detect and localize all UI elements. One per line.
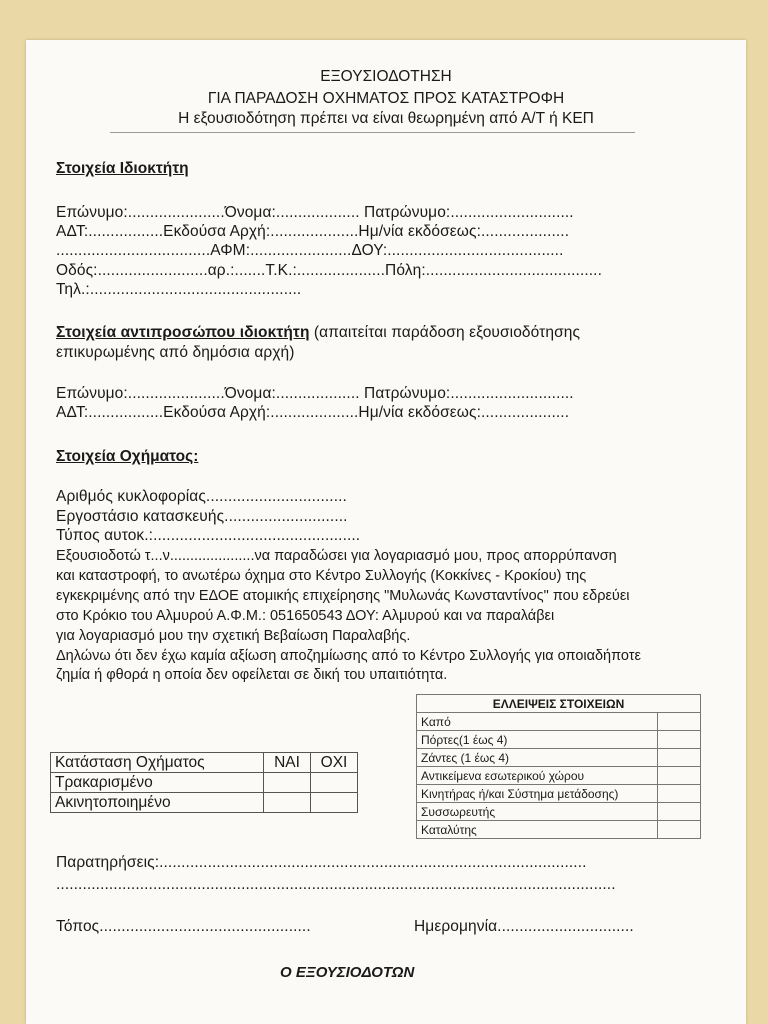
owner-heading: Στοιχεία Ιδιοκτήτη: [56, 160, 189, 177]
representative-note: (απαιτείται παράδοση εξουσιοδότησης: [309, 324, 581, 341]
missing-item-check[interactable]: [658, 821, 701, 839]
state-no-cell[interactable]: [311, 773, 358, 793]
signature-label: Ο ΕΞΟΥΣΙΟΔΟΤΩΝ: [280, 964, 415, 981]
date-field[interactable]: Ημερομηνία...............................: [414, 918, 634, 935]
place-field[interactable]: Τόπος................................................: [56, 918, 311, 935]
title-underline: [110, 132, 635, 133]
vehicle-heading: Στοιχεία Οχήματος:: [56, 448, 199, 465]
authorization-text-1: Εξουσιοδοτώ τ...ν.....................να παραδώσει για λογαριασμό μου, προς απορρύπανση: [56, 548, 617, 564]
missing-item-label: Καταλύτης: [417, 821, 658, 839]
state-header-no: ΟΧΙ: [311, 753, 358, 773]
state-header-label: Κατάσταση Οχήματος: [51, 753, 264, 773]
state-yes-cell[interactable]: [264, 773, 311, 793]
missing-item-check[interactable]: [658, 803, 701, 821]
form-subtitle: ΓΙΑ ΠΑΡΑΔΟΣΗ ΟΧΗΜΑΤΟΣ ΠΡΟΣ ΚΑΤΑΣΤΡΟΦΗ: [207, 90, 565, 107]
missing-row: [417, 767, 701, 785]
state-row: [51, 773, 358, 793]
missing-item-label: Κινητήρας ή/και Σύστημα μετάδοσης): [417, 785, 658, 803]
missing-item-check[interactable]: [658, 785, 701, 803]
missing-item-check[interactable]: [658, 731, 701, 749]
missing-row: [417, 803, 701, 821]
missing-items-table: [416, 694, 701, 839]
missing-item-label: Καπό: [417, 713, 658, 731]
vehicle-type-field[interactable]: Τύπος αυτοκ.:...............................................: [56, 527, 361, 544]
owner-line-5[interactable]: Τηλ.:................................................: [56, 281, 302, 298]
missing-row: [417, 713, 701, 731]
state-yes-cell[interactable]: [264, 793, 311, 813]
vehicle-plate-field[interactable]: Αριθμός κυκλοφορίας................................: [56, 488, 347, 505]
authorization-text-4: στο Κρόκιο του Αλμυρού Α.Φ.Μ.: 051650543 ΔΟΥ: Αλμυρού και να παραλάβει: [56, 608, 555, 624]
authorization-text-6: Δηλώνω ότι δεν έχω καμία αξίωση αποζημίωσης από το Κέντρο Συλλογής για οποιαδήποτε: [56, 648, 641, 664]
missing-row: [417, 731, 701, 749]
vehicle-state-table: [50, 752, 358, 813]
remarks-field[interactable]: Παρατηρήσεις:.................................................................................................: [56, 854, 587, 871]
state-no-cell[interactable]: [311, 793, 358, 813]
missing-item-check[interactable]: [658, 767, 701, 785]
authorization-text-5: για λογαριασμό μου την σχετική Βεβαίωση Παραλαβής.: [56, 628, 411, 644]
authorization-text-3: εγκεκριμένης από την ΕΔΟΕ ατομικής επιχείρησης "Μυλωνάς Κωνσταντίνος" που εδρεύει: [56, 588, 630, 604]
missing-row: [417, 821, 701, 839]
missing-items-header: ΕΛΛΕΙΨΕΙΣ ΣΤΟΙΧΕΙΩΝ: [417, 695, 701, 713]
authorization-text-7: ζημία ή φθορά η οποία δεν οφείλεται σε δική του υπαιτιότητα.: [56, 667, 448, 683]
missing-row: [417, 749, 701, 767]
missing-item-label: Πόρτες(1 έως 4): [417, 731, 658, 749]
missing-item-check[interactable]: [658, 749, 701, 767]
missing-item-label: Συσσωρευτής: [417, 803, 658, 821]
state-label-crashed: Τρακαρισμένο: [51, 773, 264, 793]
vehicle-manufacturer-field[interactable]: Εργοστάσιο κατασκευής............................: [56, 508, 348, 525]
missing-item-label: Ζάντες (1 έως 4): [417, 749, 658, 767]
form-title: ΕΞΟΥΣΙΟΔΟΤΗΣΗ: [320, 68, 452, 85]
missing-item-label: Αντικείμενα εσωτερικού χώρου: [417, 767, 658, 785]
remarks-field-2[interactable]: ...............................................................................................................................: [56, 876, 616, 893]
authorization-text-2: και καταστροφή, το ανωτέρω όχημα στο Κέντρο Συλλογής (Κοκκίνες - Κροκίου) της: [56, 568, 587, 584]
representative-heading: Στοιχεία αντιπροσώπου ιδιοκτήτη: [56, 324, 310, 341]
missing-row: [417, 785, 701, 803]
state-row: [51, 793, 358, 813]
state-header-yes: ΝΑΙ: [264, 753, 311, 773]
representative-line-2[interactable]: ΑΔΤ:.................Εκδούσα Αρχή:....................Ημ/νία εκδόσεως:....................: [56, 404, 570, 421]
form-page: [26, 40, 746, 1024]
owner-line-2[interactable]: ΑΔΤ:.................Εκδούσα Αρχή:....................Ημ/νία εκδόσεως:....................: [56, 223, 570, 240]
form-notice: Η εξουσιοδότηση πρέπει να είναι θεωρημένη από Α/Τ ή ΚΕΠ: [178, 110, 594, 127]
owner-line-1[interactable]: Επώνυμο:......................Όνομα:................... Πατρώνυμο:............................: [56, 204, 574, 221]
owner-line-4[interactable]: Οδός:.........................αρ.:.......Τ.Κ.:....................Πόλη:........................................: [56, 262, 602, 279]
representative-heading-line: [56, 324, 580, 342]
representative-line-1[interactable]: Επώνυμο:......................Όνομα:................... Πατρώνυμο:............................: [56, 385, 574, 402]
owner-line-3[interactable]: ...................................ΑΦΜ:.......................ΔΟΥ:........................................: [56, 242, 564, 259]
state-label-immobilized: Ακινητοποιημένο: [51, 793, 264, 813]
representative-note-2: επικυρωμένης από δημόσια αρχή): [56, 344, 295, 361]
missing-item-check[interactable]: [658, 713, 701, 731]
